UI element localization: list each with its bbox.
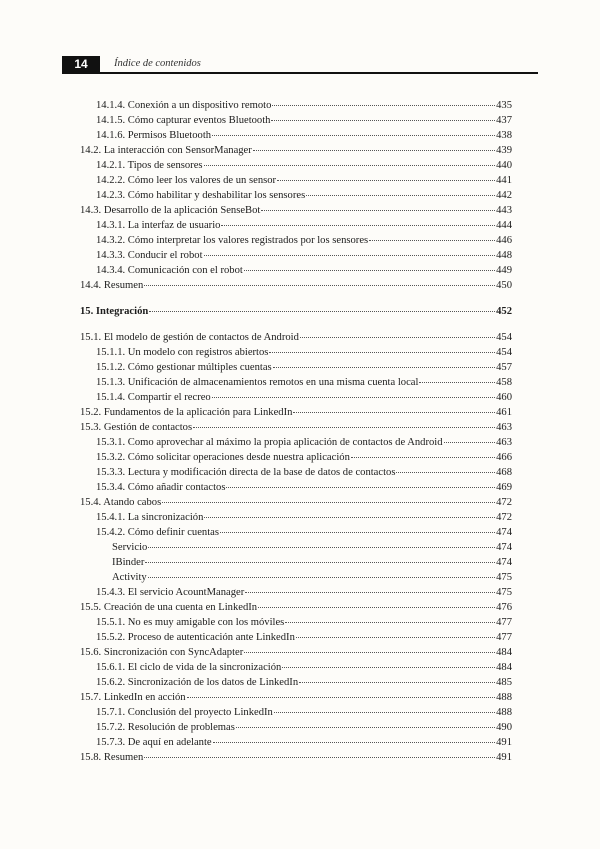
- toc-entry-page: 457: [496, 362, 512, 373]
- dot-leader: [274, 712, 495, 713]
- toc-entry-page: 454: [496, 347, 512, 358]
- toc-entry-page: 474: [496, 527, 512, 538]
- toc-entry[interactable]: [80, 540, 512, 555]
- dot-leader: [149, 311, 495, 312]
- toc-entry-page: 475: [496, 572, 512, 583]
- toc-entry-page: 491: [496, 737, 512, 748]
- toc-entry-label: 15.2. Fundamentos de la aplicación para LinkedIn: [80, 407, 293, 418]
- toc-entry-label: IBinder: [112, 557, 145, 568]
- running-title: Índice de contenidos: [114, 58, 201, 69]
- toc-entry[interactable]: [80, 555, 512, 570]
- toc-entry[interactable]: [80, 615, 512, 630]
- dot-leader: [193, 427, 495, 428]
- toc-entry[interactable]: [80, 360, 512, 375]
- dot-leader: [277, 180, 495, 181]
- toc-entry-page: 469: [496, 482, 512, 493]
- toc-entry-page: 477: [496, 632, 512, 643]
- dot-leader: [271, 120, 495, 121]
- dot-leader: [299, 682, 495, 683]
- dot-leader: [273, 367, 495, 368]
- dot-leader: [396, 472, 495, 473]
- toc-entry-label: 15.7.2. Resolución de problemas: [96, 722, 235, 733]
- dot-leader: [213, 742, 496, 743]
- toc-entry[interactable]: [80, 720, 512, 735]
- toc-entry[interactable]: [80, 128, 512, 143]
- toc-entry-page: 441: [496, 175, 512, 186]
- toc-entry-label: 15.5.2. Proceso de autenticación ante LinkedIn: [96, 632, 295, 643]
- toc-entry[interactable]: [80, 525, 512, 540]
- toc-entry-label: 14.2.1. Tipos de sensores: [96, 160, 203, 171]
- toc-entry[interactable]: [80, 173, 512, 188]
- toc-entry-label: 14.3.3. Conducir el robot: [96, 250, 203, 261]
- toc-entry-label: 14.2.2. Cómo leer los valores de un sensor: [96, 175, 277, 186]
- toc-entry[interactable]: [80, 450, 512, 465]
- toc-entry-page: 452: [496, 306, 512, 317]
- dot-leader: [306, 195, 495, 196]
- toc-entry-label: 15.1.3. Unificación de almacenamientos remotos en una misma cuenta local: [96, 377, 419, 388]
- toc-entry[interactable]: [80, 405, 512, 420]
- dot-leader: [204, 165, 496, 166]
- toc-entry-label: 15.7. LinkedIn en acción: [80, 692, 186, 703]
- dot-leader: [204, 255, 496, 256]
- toc-entry-label: 15.4. Atando cabos: [80, 497, 162, 508]
- toc-entry-page: 460: [496, 392, 512, 403]
- dot-leader: [162, 502, 495, 503]
- dot-leader: [258, 607, 495, 608]
- toc-entry-page: 450: [496, 280, 512, 291]
- toc-entry-label: 15.6.1. El ciclo de vida de la sincronización: [96, 662, 282, 673]
- toc-entry-label: 15.6.2. Sincronización de los datos de LinkedIn: [96, 677, 299, 688]
- toc-entry-page: 484: [496, 647, 512, 658]
- toc-entry[interactable]: [80, 465, 512, 480]
- toc-entry-label: 15.3.1. Como aprovechar al máximo la propia aplicación de contactos de Android: [96, 437, 443, 448]
- toc-entry-label: 15.7.1. Conclusión del proyecto LinkedIn: [96, 707, 273, 718]
- page-header: [62, 56, 538, 72]
- toc-entry[interactable]: [80, 690, 512, 705]
- toc-entry[interactable]: [80, 600, 512, 615]
- toc-entry-page: 484: [496, 662, 512, 673]
- toc-entry-page: 442: [496, 190, 512, 201]
- toc-entry-label: Servicio: [112, 542, 148, 553]
- toc-entry-label: 15.5.1. No es muy amigable con los móviles: [96, 617, 285, 628]
- dot-leader: [236, 727, 495, 728]
- toc-entry-label: Activity: [112, 572, 147, 583]
- dot-leader: [269, 352, 495, 353]
- dot-leader: [261, 210, 495, 211]
- toc-entry[interactable]: [80, 143, 512, 158]
- dot-leader: [444, 442, 496, 443]
- table-of-contents: [80, 98, 512, 765]
- dot-leader: [300, 337, 495, 338]
- toc-entry[interactable]: [80, 495, 512, 510]
- toc-entry[interactable]: [80, 660, 512, 675]
- toc-entry-label: 15.1. El modelo de gestión de contactos de Android: [80, 332, 299, 343]
- toc-entry[interactable]: [80, 263, 512, 278]
- dot-leader: [148, 577, 495, 578]
- toc-entry-label: 15.3. Gestión de contactos: [80, 422, 193, 433]
- toc-entry[interactable]: [80, 435, 512, 450]
- toc-entry[interactable]: [80, 675, 512, 690]
- toc-entry-page: 449: [496, 265, 512, 276]
- toc-chapter-entry[interactable]: [80, 304, 512, 319]
- toc-entry-page: 474: [496, 557, 512, 568]
- header-rule: [62, 72, 538, 74]
- dot-leader: [253, 150, 495, 151]
- toc-entry-page: 474: [496, 542, 512, 553]
- toc-entry-page: 468: [496, 467, 512, 478]
- dot-leader: [221, 225, 495, 226]
- toc-entry-label: 15.1.2. Cómo gestionar múltiples cuentas: [96, 362, 272, 373]
- toc-entry-label: 15.1.4. Compartir el recreo: [96, 392, 211, 403]
- toc-entry[interactable]: [80, 585, 512, 600]
- toc-entry-page: 491: [496, 752, 512, 763]
- toc-entry-page: 475: [496, 587, 512, 598]
- toc-entry-page: 476: [496, 602, 512, 613]
- toc-entry[interactable]: [80, 570, 512, 585]
- toc-entry-label: 15. Integración: [80, 306, 149, 317]
- toc-entry[interactable]: [80, 113, 512, 128]
- dot-leader: [293, 412, 495, 413]
- dot-leader: [245, 592, 495, 593]
- toc-entry-page: 438: [496, 130, 512, 141]
- toc-entry-label: 14.4. Resumen: [80, 280, 144, 291]
- toc-entry[interactable]: [80, 420, 512, 435]
- dot-leader: [212, 135, 495, 136]
- toc-entry-page: 472: [496, 512, 512, 523]
- dot-leader: [204, 517, 495, 518]
- toc-entry-label: 14.3. Desarrollo de la aplicación SenseBot: [80, 205, 261, 216]
- toc-entry-page: 437: [496, 115, 512, 126]
- toc-entry[interactable]: [80, 750, 512, 765]
- toc-entry[interactable]: [80, 630, 512, 645]
- toc-entry-page: 488: [496, 692, 512, 703]
- dot-leader: [144, 285, 495, 286]
- toc-entry-label: 14.1.5. Cómo capturar eventos Bluetooth: [96, 115, 271, 126]
- toc-entry-label: 15.4.3. El servicio AcountManager: [96, 587, 245, 598]
- toc-entry-label: 14.1.4. Conexión a un dispositivo remoto: [96, 100, 272, 111]
- toc-entry-page: 477: [496, 617, 512, 628]
- toc-entry[interactable]: [80, 390, 512, 405]
- toc-entry-label: 15.1.1. Un modelo con registros abiertos: [96, 347, 269, 358]
- toc-entry-page: 458: [496, 377, 512, 388]
- toc-entry[interactable]: [80, 203, 512, 218]
- toc-entry-page: 463: [496, 437, 512, 448]
- toc-entry[interactable]: [80, 705, 512, 720]
- toc-entry-label: 14.2. La interacción con SensorManager: [80, 145, 252, 156]
- toc-entry[interactable]: [80, 375, 512, 390]
- dot-leader: [282, 667, 495, 668]
- toc-entry-page: 485: [496, 677, 512, 688]
- toc-entry-label: 15.3.4. Cómo añadir contactos: [96, 482, 226, 493]
- toc-entry-label: 15.3.2. Cómo solicitar operaciones desde nuestra aplicación: [96, 452, 350, 463]
- dot-leader: [145, 562, 495, 563]
- toc-entry-page: 448: [496, 250, 512, 261]
- toc-entry-page: 446: [496, 235, 512, 246]
- dot-leader: [226, 487, 495, 488]
- toc-entry[interactable]: [80, 510, 512, 525]
- toc-entry[interactable]: [80, 735, 512, 750]
- toc-entry-label: 14.1.6. Permisos Bluetooth: [96, 130, 212, 141]
- toc-entry[interactable]: [80, 248, 512, 263]
- toc-entry[interactable]: [80, 645, 512, 660]
- toc-entry-label: 15.3.3. Lectura y modificación directa de la base de datos de contactos: [96, 467, 396, 478]
- toc-entry-page: 443: [496, 205, 512, 216]
- toc-entry[interactable]: [80, 345, 512, 360]
- toc-entry-page: 488: [496, 707, 512, 718]
- dot-leader: [244, 270, 495, 271]
- toc-entry-label: 15.4.1. La sincronización: [96, 512, 204, 523]
- dot-leader: [220, 532, 495, 533]
- toc-entry-page: 444: [496, 220, 512, 231]
- toc-entry[interactable]: [80, 480, 512, 495]
- dot-leader: [369, 240, 495, 241]
- toc-entry[interactable]: [80, 278, 512, 293]
- toc-entry-page: 472: [496, 497, 512, 508]
- toc-entry-label: 15.5. Creación de una cuenta en LinkedIn: [80, 602, 258, 613]
- toc-entry[interactable]: [80, 158, 512, 173]
- toc-entry[interactable]: [80, 98, 512, 113]
- toc-entry-page: 461: [496, 407, 512, 418]
- toc-entry-label: 15.7.3. De aquí en adelante: [96, 737, 212, 748]
- dot-leader: [272, 105, 495, 106]
- toc-entry-page: 440: [496, 160, 512, 171]
- toc-entry-label: 14.2.3. Cómo habilitar y deshabilitar los sensores: [96, 190, 306, 201]
- dot-leader: [351, 457, 495, 458]
- dot-leader: [212, 397, 495, 398]
- dot-leader: [285, 622, 495, 623]
- dot-leader: [419, 382, 495, 383]
- page-number: 14: [62, 56, 100, 72]
- toc-entry-label: 14.3.4. Comunicación con el robot: [96, 265, 243, 276]
- toc-entry-page: 490: [496, 722, 512, 733]
- dot-leader: [148, 547, 495, 548]
- dot-leader: [296, 637, 495, 638]
- toc-entry[interactable]: [80, 233, 512, 248]
- toc-entry[interactable]: [80, 330, 512, 345]
- dot-leader: [144, 757, 495, 758]
- dot-leader: [187, 697, 496, 698]
- toc-entry-label: 15.8. Resumen: [80, 752, 144, 763]
- toc-entry-page: 454: [496, 332, 512, 343]
- toc-entry-label: 14.3.1. La interfaz de usuario: [96, 220, 221, 231]
- toc-entry[interactable]: [80, 188, 512, 203]
- toc-entry-page: 435: [496, 100, 512, 111]
- toc-entry-label: 15.6. Sincronización con SyncAdapter: [80, 647, 244, 658]
- toc-entry-page: 463: [496, 422, 512, 433]
- toc-entry-label: 15.4.2. Cómo definir cuentas: [96, 527, 219, 538]
- toc-entry-label: 14.3.2. Cómo interpretar los valores registrados por los sensores: [96, 235, 369, 246]
- toc-entry[interactable]: [80, 218, 512, 233]
- toc-entry-page: 466: [496, 452, 512, 463]
- toc-entry-page: 439: [496, 145, 512, 156]
- dot-leader: [244, 652, 495, 653]
